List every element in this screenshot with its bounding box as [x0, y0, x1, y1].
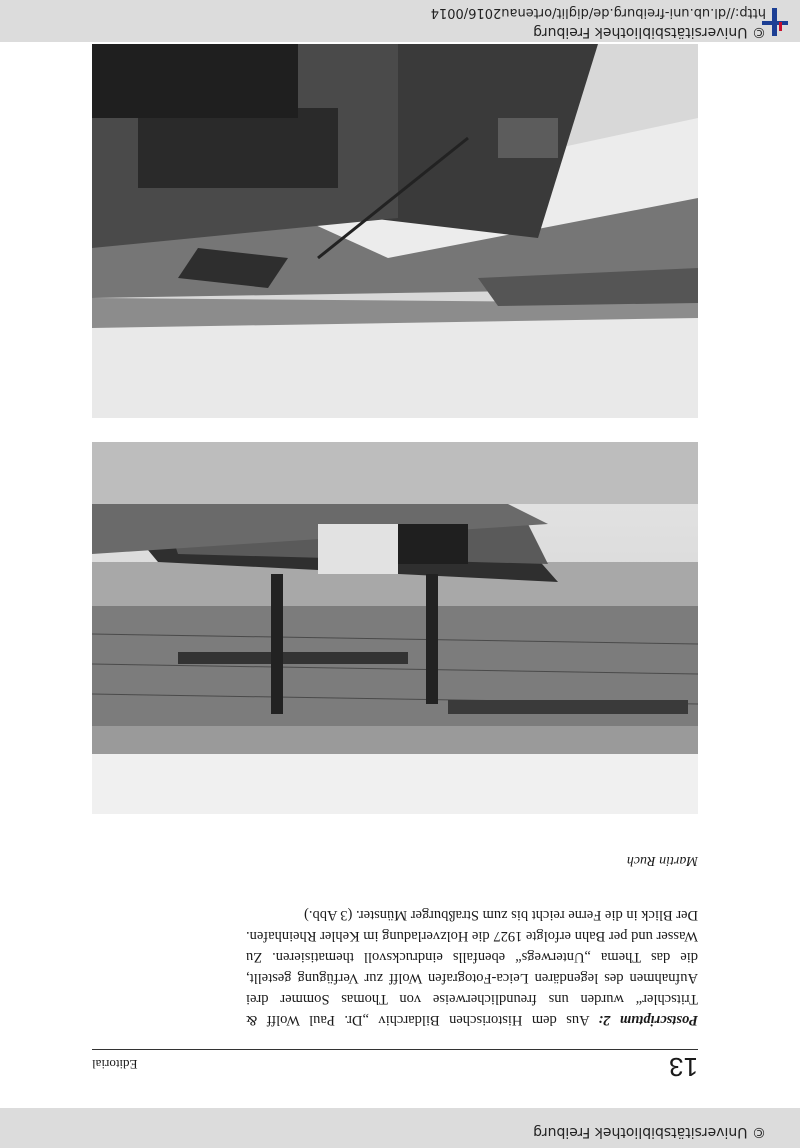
- postscript-paragraph: [246, 904, 698, 1030]
- page-number: 13: [669, 1052, 698, 1082]
- author-signature: Martin Ruch: [626, 853, 698, 868]
- photo-harbor-loading: [92, 44, 698, 418]
- source-url[interactable]: http://dl.ub.uni-freiburg.de/diglit/ortenau2016/0014: [430, 5, 766, 20]
- header-copyright: © Universitätsbibliothek Freiburg: [533, 1124, 766, 1140]
- footer-bar: [0, 0, 800, 42]
- postscript-text: Aus dem Historischen Bildarchiv „Dr. Paul Wolff & Tritschler“ wurden uns freundlicherweise von Thomas Sommer drei Aufnahmen des legendären Leica-Fotografen Wolff zur Verfügung gestellt, die das Thema „Unterwegs“ ebenfalls eindrucksvoll thematisieren. Zu Wasser und per Bahn erfolgte 1927 die Holzverladung im Kehler Rheinhafen. Der Blick in die Ferne reicht bis zum Straßburger Münster. (3 Abb.): [246, 907, 698, 1028]
- running-head: [92, 1049, 698, 1082]
- header-bar: [0, 1108, 800, 1148]
- postscript-lead: Postscriptum 2:: [598, 1012, 698, 1028]
- harbor-loading-image: [92, 44, 698, 418]
- footer-copyright: © Universitätsbibliothek Freiburg: [533, 24, 766, 40]
- section-name: Editorial: [92, 1057, 138, 1072]
- harbor-crane-image: [92, 442, 698, 814]
- photo-harbor-crane: [92, 442, 698, 814]
